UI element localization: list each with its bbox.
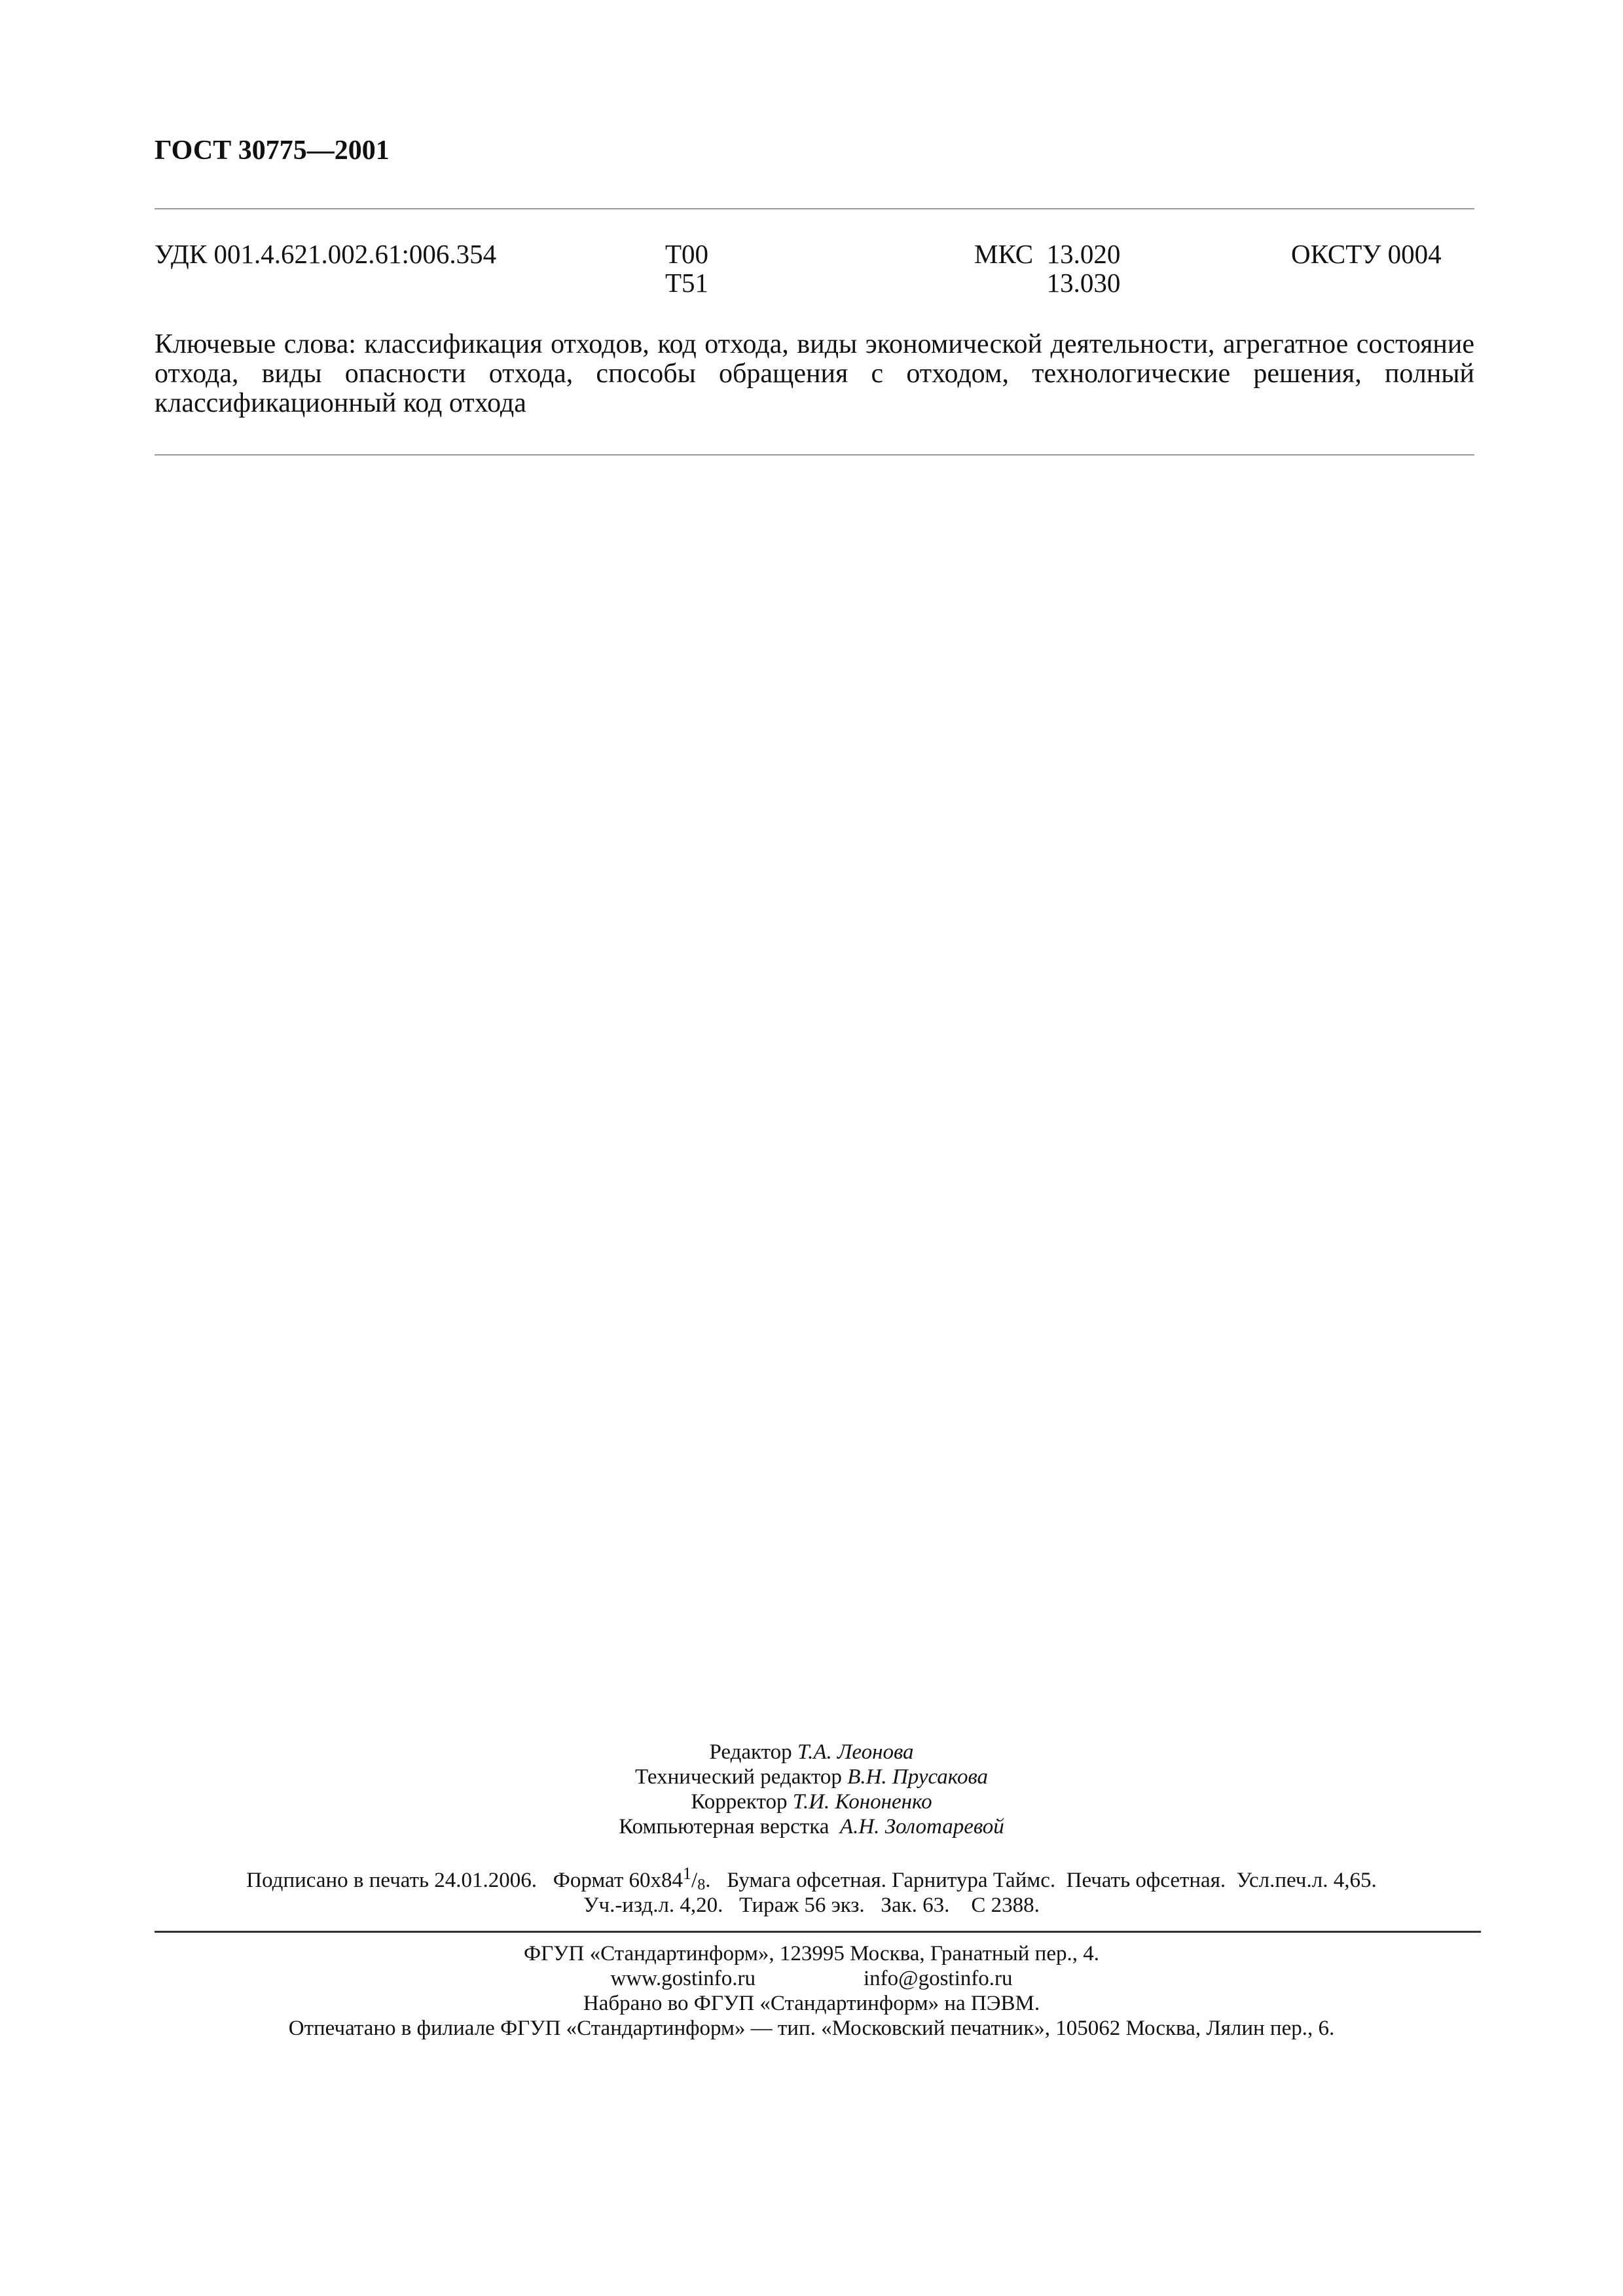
t-code-2: Т51 [665,268,709,298]
format-denominator: 8 [697,1876,706,1893]
format-numerator: 1 [683,1864,692,1883]
credit-technical-editor [0,1765,1623,1789]
credit-person: Т.А. Леонова [797,1740,914,1764]
okstu-code: ОКСТУ 0004 [1291,239,1442,269]
publisher-printed: Отпечатано в филиале ФГУП «Стандартинформ» — тип. «Московский печатник», 105062 Москва, Лялин пер., 6. [288,2017,1335,2040]
publisher-website: www.gostinfo.ru [610,1967,756,1990]
credit-layout [0,1814,1623,1839]
mks-label: МКС [974,239,1034,269]
print-info-block [0,1864,1623,1918]
publisher-email: info@gostinfo.ru [864,1967,1013,1990]
publisher-contacts [0,1966,1623,1991]
print-info-line-2: Уч.-изд.л. 4,20. Тираж 56 экз. Зак. 63. С 2388. [583,1893,1040,1917]
udk-code: УДК 001.4.621.002.61:006.354 [155,239,497,269]
publisher-typeset: Набрано во ФГУП «Стандартинформ» на ПЭВМ. [583,1992,1040,2015]
keywords-paragraph: Ключевые слова: классификация отходов, код отхода, виды экономической деятельности, агрегатное состояние отхода, виды опасности отхода, способы обращения с отходом, технологические решения, полный классификационный код отхода [155,329,1474,418]
document-title: ГОСТ 30775—2001 [155,135,390,166]
credit-role: Редактор [709,1740,792,1764]
credit-role: Корректор [691,1790,788,1814]
top-divider [155,208,1474,209]
t-code-1: Т00 [665,239,709,269]
mks-codes [974,240,1120,297]
keywords-divider [155,454,1474,456]
publisher-block [0,1941,1623,2041]
publisher-address: ФГУП «Стандартинформ», 123995 Москва, Гранатный пер., 4. [524,1942,1099,1965]
credit-role: Технический редактор [634,1765,842,1789]
t-codes [665,240,708,297]
print-signed-format: Подписано в печать 24.01.2006. Формат 60x84 [246,1869,684,1892]
credit-person: Т.И. Кононенко [792,1790,932,1814]
publisher-divider [155,1931,1481,1933]
credit-proofreader [0,1789,1623,1814]
credit-person: В.Н. Прусакова [847,1765,989,1789]
credit-person: А.Н. Золотаревой [839,1815,1004,1839]
credits-block [0,1740,1623,1839]
credit-role: Компьютерная верстка [619,1815,830,1839]
mks-code-1: 13.020 [1046,239,1121,269]
mks-code-2: 13.030 [1046,268,1121,298]
print-paper-details: . Бумага офсетная. Гарнитура Таймс. Печать офсетная. Усл.печ.л. 4,65. [705,1869,1377,1892]
credit-editor [0,1740,1623,1765]
print-info-line-1: Подписано в печать 24.01.2006. Формат $60x84^1/_8$. Бумага офсетная. Гарнитура Таймс. Печать офсетная. Усл.печ.л. 4,65. [246,1864,1377,1893]
